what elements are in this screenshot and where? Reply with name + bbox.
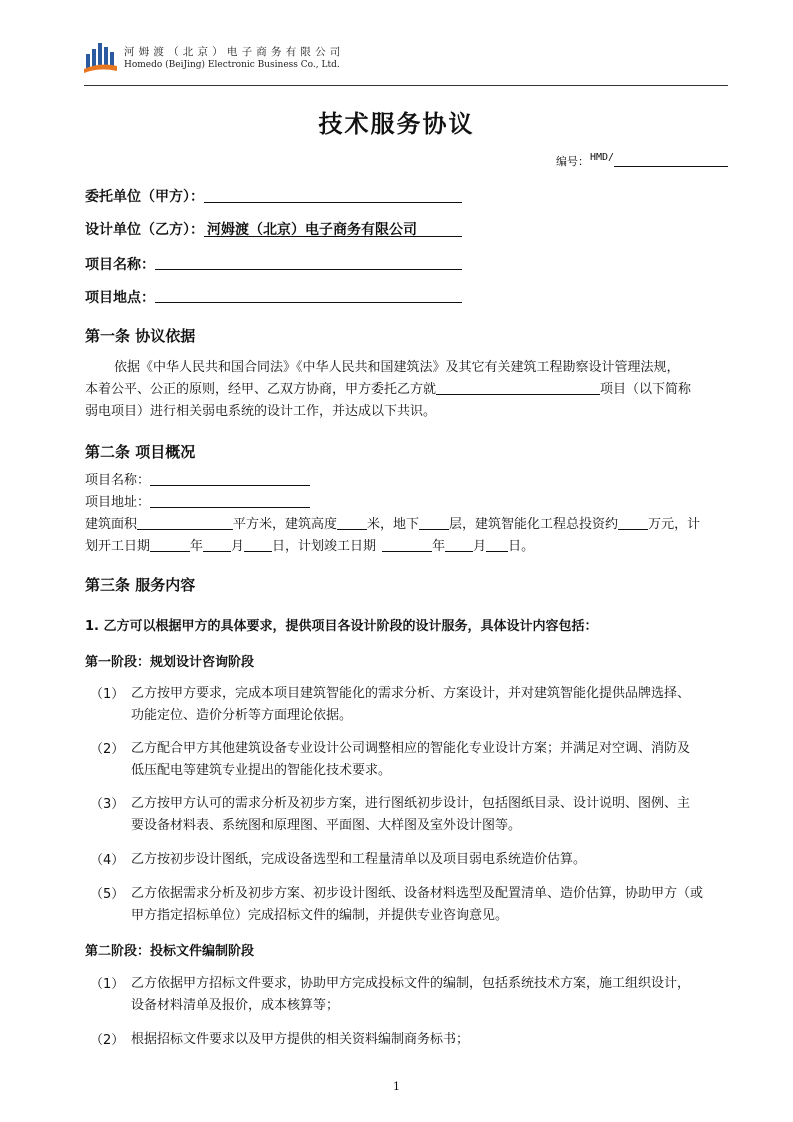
- stage1-item4-line1: 乙方按初步设计图纸，完成设备选型和工程量清单以及项目弱电系统造价估算。: [131, 852, 587, 867]
- stage2-item2-line1: 根据招标文件要求以及甲方提供的相关资料编制商务标书；: [131, 1032, 470, 1047]
- number-blank[interactable]: [614, 166, 728, 167]
- article1-line1: 依据《中华人民共和国合同法》《中华人民共和国建筑法》及其它有关建筑工程勘察设计管理法规，: [114, 360, 680, 375]
- end-year-blank[interactable]: [382, 537, 432, 552]
- overview-date-row: [85, 536, 534, 558]
- start-year-blank[interactable]: [150, 537, 190, 552]
- document-title: 技术服务协议: [318, 110, 475, 138]
- stage1-item5-line2: 甲方指定招标单位）完成招标文件的编制，并提供专业咨询意见。: [131, 908, 509, 923]
- article1-line2-a: 本着公平、公正的原则，经甲、乙双方协商，甲方委托乙方就: [85, 382, 437, 397]
- header-divider: [84, 85, 728, 86]
- end-day-unit: 日。: [508, 539, 535, 554]
- area-blank[interactable]: [137, 515, 233, 530]
- article1-line3: 弱电项目）进行相关弱电系统的设计工作，并达成以下共识。: [85, 404, 437, 419]
- article3-title: 第三条 服务内容: [85, 576, 196, 594]
- end-day-blank[interactable]: [486, 537, 508, 552]
- stage1-item1-line2: 功能定位、造价分析等方面理论依据。: [131, 708, 353, 723]
- underground-label: 米，地下: [367, 517, 420, 532]
- project-name-blank[interactable]: [155, 269, 462, 270]
- stage2-item2-num: （2）: [90, 1033, 125, 1048]
- stage2-item1-line1: 乙方依据甲方招标文件要求，协助甲方完成投标文件的编制，包括系统技术方案，施工组织设计，: [131, 976, 691, 991]
- stage1-item4-text: [131, 849, 729, 871]
- project-blank[interactable]: [436, 380, 600, 395]
- stage2-item1-num: （1）: [90, 977, 125, 992]
- designer-value: 河姆渡（北京）电子商务有限公司: [207, 222, 417, 238]
- height-label: 平方米，建筑高度: [233, 517, 338, 532]
- designer-underline: [204, 236, 462, 237]
- area-label: 建筑面积: [85, 517, 138, 532]
- stage1-item3-line1: 乙方按甲方认可的需求分析及初步方案，进行图纸初步设计，包括图纸目录、设计说明、图例、主: [131, 796, 691, 811]
- start-day-blank[interactable]: [244, 537, 272, 552]
- number-label: 编号：: [556, 155, 589, 168]
- overview-building-row: [85, 514, 700, 536]
- project-location-blank[interactable]: [155, 302, 462, 303]
- overview-address-label: 项目地址：: [85, 495, 151, 510]
- underground-blank[interactable]: [419, 515, 449, 530]
- end-date-label: 日，计划竣工日期: [272, 539, 377, 554]
- height-blank[interactable]: [337, 515, 367, 530]
- start-year-unit: 年: [190, 539, 204, 554]
- stage1-item3-text: [131, 793, 729, 837]
- page-number: 1: [393, 1080, 400, 1093]
- article1-title: 第一条 协议依据: [85, 327, 196, 345]
- designer-label: 设计单位（乙方）：: [85, 222, 204, 238]
- end-year-unit: 年: [432, 539, 446, 554]
- investment-unit: 万元，计: [648, 517, 701, 532]
- project-location-label: 项目地点：: [85, 290, 155, 306]
- stage2-item2-text: [131, 1029, 729, 1051]
- stage2-item1-line2: 设备材料清单及报价，成本核算等；: [131, 998, 340, 1013]
- client-label: 委托单位（甲方）：: [85, 189, 204, 205]
- stage1-item3-line2: 要设备材料表、系统图和原理图、平面图、大样图及室外设计图等。: [131, 818, 522, 833]
- overview-address-blank[interactable]: [150, 493, 310, 508]
- start-month-unit: 月: [231, 539, 245, 554]
- end-month-blank[interactable]: [445, 537, 473, 552]
- stage1-item1-num: （1）: [90, 687, 125, 702]
- overview-name-blank[interactable]: [150, 471, 310, 486]
- client-blank[interactable]: [204, 202, 462, 203]
- stage1-item2-text: [131, 738, 729, 782]
- stage1-item2-num: （2）: [90, 742, 125, 757]
- stage1-item5-num: （5）: [90, 887, 125, 902]
- company-logo: [84, 40, 117, 73]
- stage1-title: 第一阶段：规划设计咨询阶段: [85, 655, 255, 670]
- start-date-label: 划开工日期: [85, 539, 151, 554]
- project-name-label: 项目名称：: [85, 257, 155, 273]
- overview-name-label: 项目名称：: [85, 473, 151, 488]
- stage1-item2-line2: 低压配电等建筑专业提出的智能化技术要求。: [131, 763, 392, 778]
- overview-name-row: [85, 470, 310, 492]
- stage1-item5-text: [131, 883, 729, 927]
- overview-address-row: [85, 492, 310, 514]
- article1-line2-b: 项目（以下简称: [600, 382, 692, 397]
- number-value: HMD/: [590, 152, 615, 163]
- company-name-en: Homedo (BeiJing) Electronic Business Co., Ltd.: [124, 60, 340, 70]
- start-month-blank[interactable]: [203, 537, 231, 552]
- investment-label: 层，建筑智能化工程总投资约: [449, 517, 619, 532]
- stage1-item1-text: [131, 683, 729, 727]
- stage1-item3-num: （3）: [90, 797, 125, 812]
- stage1-item1-line1: 乙方按甲方要求，完成本项目建筑智能化的需求分析、方案设计，并对建筑智能化提供品牌选择、: [131, 686, 691, 701]
- stage2-title: 第二阶段：投标文件编制阶段: [85, 944, 255, 959]
- stage1-item4-num: （4）: [90, 853, 125, 868]
- stage2-item1-text: [131, 973, 729, 1017]
- company-name-cn: 河姆渡（北京）电子商务有限公司: [124, 46, 345, 58]
- article1-line2: [85, 379, 691, 401]
- article2-title: 第二条 项目概况: [85, 443, 196, 461]
- stage1-item5-line1: 乙方依据需求分析及初步方案、初步设计图纸、设备材料选型及配置清单、造价估算，协助甲方（或: [131, 886, 704, 901]
- stage1-item2-line1: 乙方配合甲方其他建筑设备专业设计公司调整相应的智能化专业设计方案；并满足对空调、消防及: [131, 741, 691, 756]
- article3-point1: 1. 乙方可以根据甲方的具体要求，提供项目各设计阶段的设计服务，具体设计内容包括：: [85, 619, 598, 634]
- investment-blank[interactable]: [618, 515, 648, 530]
- end-month-unit: 月: [473, 539, 487, 554]
